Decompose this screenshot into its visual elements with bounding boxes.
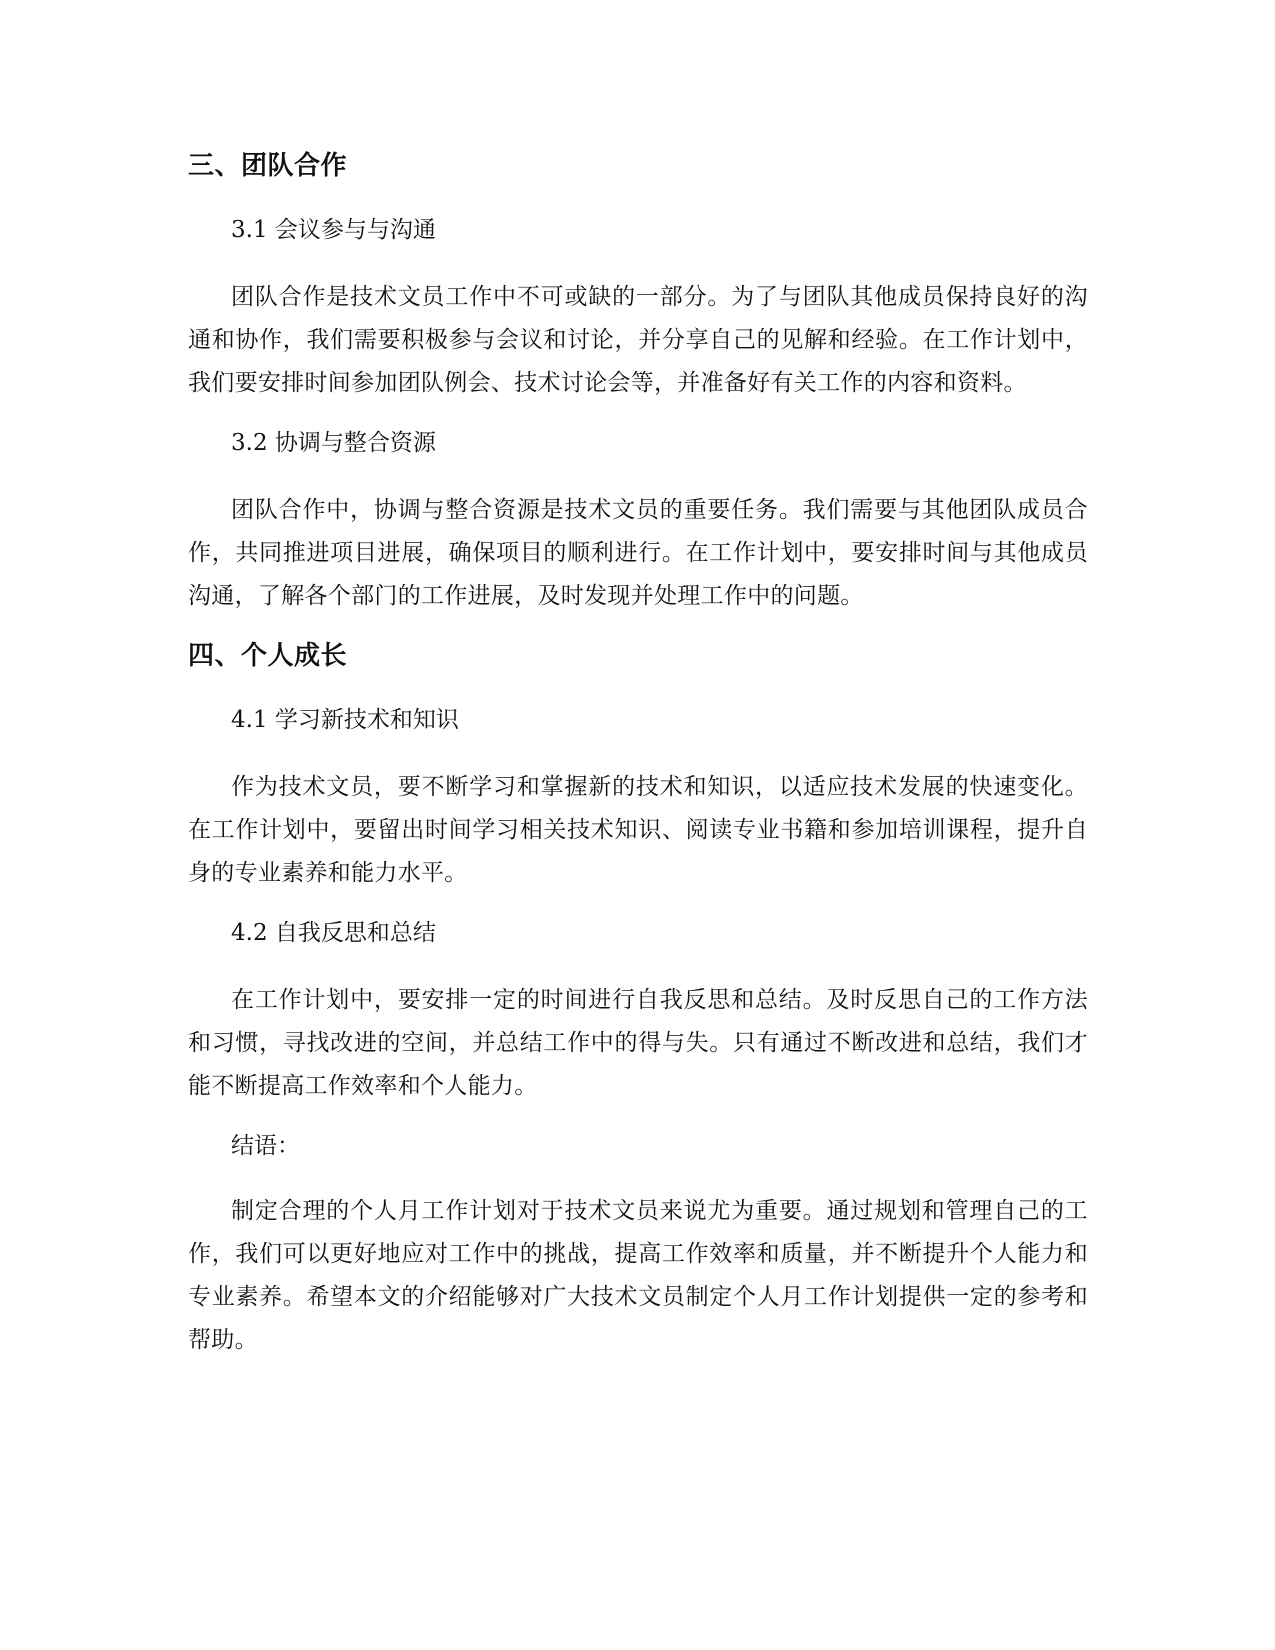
- subsection-title-4-1: 4.1 学习新技术和知识: [231, 707, 459, 733]
- conclusion-paragraph: 制定合理的个人月工作计划对于技术文员来说尤为重要。通过规划和管理自己的工作，我们可以更好地应对工作中的挑战，提高工作效率和质量，并不断提升个人能力和专业素养。希望本文的介绍能够对广大技术文员制定个人月工作计划提供一定的参考和帮助。: [188, 1198, 1088, 1353]
- paragraph-3-1: 团队合作是技术文员工作中不可或缺的一部分。为了与团队其他成员保持良好的沟通和协作，我们需要积极参与会议和讨论，并分享自己的见解和经验。在工作计划中，我们要安排时间参加团队例会、技术讨论会等，并准备好有关工作的内容和资料。: [188, 284, 1088, 396]
- subsection-title-4-2: 4.2 自我反思和总结: [231, 920, 436, 946]
- paragraph-4-2: 在工作计划中，要安排一定的时间进行自我反思和总结。及时反思自己的工作方法和习惯，寻找改进的空间，并总结工作中的得与失。只有通过不断改进和总结，我们才能不断提高工作效率和个人能力。: [188, 987, 1088, 1099]
- subsection-title-3-1: 3.1 会议参与与沟通: [231, 217, 436, 243]
- subsection-title-3-2: 3.2 协调与整合资源: [231, 430, 436, 456]
- document-body: [188, 148, 1088, 1382]
- conclusion-label: 结语：: [231, 1133, 300, 1159]
- section-heading-team: 三、团队合作: [188, 151, 348, 181]
- paragraph-4-1: 作为技术文员，要不断学习和掌握新的技术和知识，以适应技术发展的快速变化。在工作计划中，要留出时间学习相关技术知识、阅读专业书籍和参加培训课程，提升自身的专业素养和能力水平。: [188, 774, 1088, 886]
- paragraph-3-2: 团队合作中，协调与整合资源是技术文员的重要任务。我们需要与其他团队成员合作，共同推进项目进展，确保项目的顺利进行。在工作计划中，要安排时间与其他成员沟通，了解各个部门的工作进展，及时发现并处理工作中的问题。: [188, 497, 1088, 609]
- section-heading-growth: 四、个人成长: [188, 641, 348, 671]
